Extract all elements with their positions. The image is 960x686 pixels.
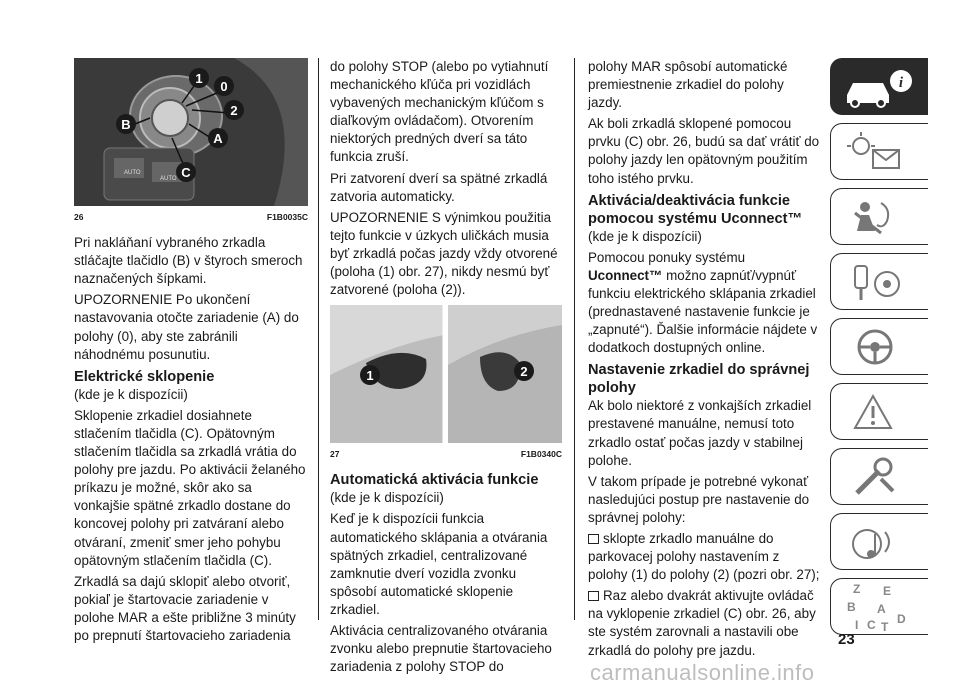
col1-heading-electric-folding: Elektrické sklopenie: [74, 368, 215, 385]
index-letters-icon: [831, 579, 929, 636]
col1-paragraph-1: Pri nakláňaní vybraného zrkadla stláčajte tlačidlo (B) v štyroch smeroch naznačených šípkami.: [74, 235, 303, 287]
mirror-positions-illustration: [330, 305, 562, 443]
key-ignition-icon: [831, 254, 929, 311]
col3-paragraph-4: Ak bolo niektoré z vonkajších zrkadiel prestavené manuálne, nemusí toto zrkadlo ostať počas jazdy v stabilnej polohe.: [588, 398, 812, 468]
wrench-service-icon: [831, 449, 929, 506]
tab-warning-lights[interactable]: [830, 123, 928, 180]
col2-paragraph-4: Keď je k dispozícii funkcia automatického sklápania a otvárania spätných zrkadiel, centralizované zamknutie dverí vozidla zvonku spôsobí automatické sklopenie zrkadiel.: [330, 511, 548, 617]
col3-paragraph-1: polohy MAR spôsobí automatické premiestnenie zrkadiel do polohy jazdy.: [588, 59, 788, 111]
column-divider-1: [318, 58, 319, 620]
checkbox-bullet-icon: [588, 591, 599, 601]
col3-p3-start: Pomocou ponuky systému: [588, 249, 746, 265]
column-divider-2: [574, 58, 575, 620]
index-letter-I: I: [855, 618, 859, 632]
bullet-item-1: [588, 530, 820, 584]
bullet-1-text: sklopte zrkadlo manuálne do parkovacej polohy nastavením z polohy (1) do polohy (2) (pozri obr. 27);: [588, 530, 820, 583]
figure-27-code: F1B0340C: [520, 449, 562, 460]
tab-key-ignition[interactable]: [830, 253, 928, 310]
auto-label-1: AUTO: [124, 170, 141, 176]
col2-heading-sub: (kde je k dispozícii): [330, 490, 444, 506]
tab-media-music[interactable]: [830, 513, 928, 570]
callout-A-label: A: [213, 131, 223, 146]
figure-26-caption: [74, 208, 308, 226]
col2-paragraph-2: Pri zatvorení dverí sa spätné zrkadlá zatvoria automaticky.: [330, 170, 548, 204]
fig27-callout-2-label: 2: [520, 364, 528, 380]
col3-p3-rest: možno zapnúť/vypnúť funkciu elektrického sklápania zrkadiel (prednastavené nastavenie funkcie je „zapnuté“). Ďalšie informácie nájdete v dodatkoch dostupných online.: [588, 267, 818, 356]
tab-road-warning[interactable]: [830, 383, 928, 440]
figure-27-number: 27: [330, 449, 340, 460]
index-letter-Z: Z: [853, 582, 861, 596]
tab-airbag-safety[interactable]: [830, 188, 928, 245]
column-2: [330, 0, 562, 679]
column-1: [74, 0, 308, 648]
col2-paragraph-5: Aktivácia centralizovaného otvárania zvonku alebo prepnutie štartovacieho zariadenia z polohy STOP do: [330, 622, 552, 675]
checkbox-bullet-icon: [588, 534, 599, 544]
col3-paragraph-3: [588, 249, 820, 358]
index-letter-B: B: [847, 600, 856, 614]
col3-heading-uconnect: Aktivácia/deaktivácia funkcie pomocou systému Uconnect™: [588, 192, 803, 227]
tab-car-info[interactable]: [830, 58, 928, 115]
page-number: 23: [838, 631, 855, 648]
bullet-item-2: [588, 587, 820, 659]
watermark: carmanualsonline.info: [590, 660, 815, 685]
callout-1-label: 1: [195, 71, 203, 86]
col3-paragraph-5: V takom prípade je potrebné vykonať nasledujúci postup pre nastavenie do správnej polohy:: [588, 473, 810, 525]
callout-0-label: 0: [220, 79, 228, 94]
figure-27-image: [330, 305, 562, 443]
col1-paragraph-4: Zrkadlá sa dajú sklopiť alebo otvoriť, pokiaľ je štartovacie zariadenie v polohe MAR a ešte približne 3 minúty po prepnutí štartovacieho zariadenia: [74, 573, 296, 643]
col3-heading-sub: (kde je k dispozícii): [588, 228, 702, 244]
col1-paragraph-2: UPOZORNENIE Po ukončení nastavovania otočte zariadenie (A) do polohy (0), aby ste zabránili náhodnému posunutiu.: [74, 292, 299, 362]
index-letter-C: C: [867, 618, 876, 632]
steering-wheel-icon: [831, 319, 929, 376]
figure-26-image: [74, 58, 308, 206]
door-switch-illustration: [74, 58, 308, 206]
airbag-safety-icon: [831, 189, 929, 246]
media-music-icon: [831, 514, 929, 571]
callout-C-label: C: [181, 165, 191, 180]
warning-lights-icon: [831, 124, 929, 181]
tab-steering-wheel[interactable]: [830, 318, 928, 375]
tab-index-letters[interactable]: [830, 578, 928, 635]
figure-26-number: 26: [74, 212, 84, 222]
col2-paragraph-3: UPOZORNENIE S výnimkou použitia tejto funkcie v úzkych uličkách musia byť zrkadlá počas jazdy vždy otvorené (poloha (1) obr. 27), nikdy nesmú byť zatvorené (poloha (2)).: [330, 209, 558, 298]
col2-heading-automatic: Automatická aktivácia funkcie: [330, 472, 539, 489]
figure-27-caption: [330, 445, 562, 463]
column-3: [588, 0, 820, 663]
index-letter-E: E: [883, 584, 892, 598]
callout-B-label: B: [121, 117, 131, 132]
car-info-icon: [831, 59, 929, 116]
col3-p3-uconnect: Uconnect™: [588, 267, 663, 283]
tab-wrench-service[interactable]: [830, 448, 928, 505]
index-letter-D: D: [897, 612, 906, 626]
col3-heading-correct-position: Nastavenie zrkadiel do správnej polohy: [588, 362, 810, 397]
figure-26-code: F1B0035C: [266, 212, 308, 222]
col1-paragraph-3: Sklopenie zrkadiel dosiahnete stlačením tlačidla (C). Opätovným stlačením tlačidla sa zrkadlá vrátia do polohy pre jazdu. Po aktivácii želaného príkazu je možné, skôr ako sa vonkajšie spätné zrkadlo dostane do koncovej polohy pri zatváraní alebo otváraní, zmeniť smer jeho pohybu opätovným stlačením tlačidla (C).: [74, 407, 306, 568]
svg-text:i: i: [898, 75, 904, 91]
callout-2-label: 2: [230, 103, 238, 118]
col3-paragraph-2: Ak boli zrkadlá sklopené pomocou prvku (C) obr. 26, budú sa dať vrátiť do polohy jazdy len opätovným použitím toho istého prvku.: [588, 116, 820, 186]
col2-paragraph-1: do polohy STOP (alebo po vytiahnutí mechanického kľúča pri vozidlách vybavených mechanickým kľúčom s diaľkovým ovládačom). Otvorením niektorých predných dverí sa táto funkcia zruší.: [330, 59, 549, 165]
col1-heading-sub: (kde je k dispozícii): [74, 386, 188, 402]
index-letter-A: A: [877, 602, 886, 616]
fig27-callout-1-label: 1: [366, 368, 374, 384]
road-warning-icon: [831, 384, 929, 441]
index-letter-T: T: [881, 620, 889, 634]
bullet-2-text: Raz alebo dvakrát aktivujte ovládač na vyklopenie zrkadiel (C) obr. 26, aby ste systém zarovnali a nastavili obe zrkadlá do polohy pre jazdu.: [588, 588, 816, 658]
auto-label-2: AUTO: [160, 176, 177, 182]
